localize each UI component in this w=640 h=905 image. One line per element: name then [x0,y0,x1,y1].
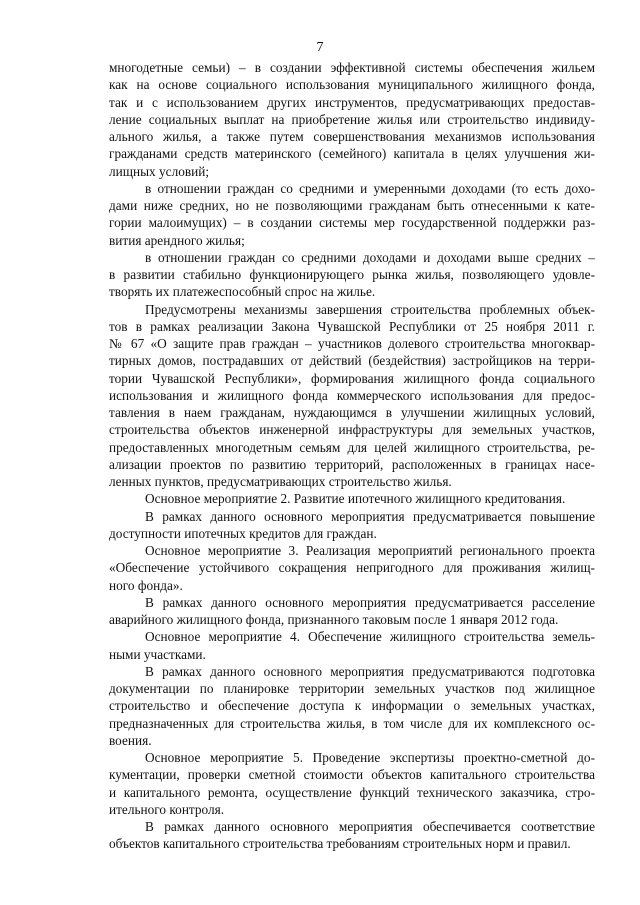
text-line: тавления в наем гражданам, нуждающимся в улучшении жилищных условий, [109,405,595,420]
text-line: использования и жилищного фонда коммерческого использования для предос- [109,387,595,403]
text-line: лищных условий; [109,163,210,179]
text-line: воения. [109,732,152,748]
text-line: доступности ипотечных кредитов для граждан. [109,525,377,541]
text-line: ительного контроля. [109,801,225,817]
text-line: творять их платежеспособный спрос на жилье. [109,284,376,300]
text-line: ализации проектов по развитию территорий, расположенных в границах насе- [109,456,595,472]
text-line: многодетные семьи) – в создании эффективной системы обеспечения жильем [109,60,595,75]
document-body [109,59,595,853]
text-line: В рамках данного основного мероприятия предусматривается повышение [145,508,595,524]
text-line: В рамках данного основного мероприятия предусматривается расселение [145,594,595,610]
text-line: ального жилья, а также путем совершенствования механизмов использования [109,129,595,144]
text-line: в развитии стабильно функционирующего рынка жилья, позволяющего удовле- [109,267,595,282]
text-line: гражданами средств материнского (семейного) капитала в целях улучшения жи- [109,146,595,162]
text-line: тов в рамках реализации Закона Чувашской Республики от 25 ноября 2011 г. [109,318,595,334]
text-line: строительства объектов инженерной инфраструктуры для земельных участков, [109,422,595,438]
text-line: вития арендного жилья; [109,232,245,248]
text-line: так и с использованием других инструментов, предусматривающих предостав- [109,94,595,110]
text-line: тирных домов, пострадавших от действий (бездействия) застройщиков на терри- [109,353,595,369]
text-line: документации по планировке территории земельных участков под жилищное [109,681,595,696]
text-line: Основное мероприятие 5. Проведение экспертизы проектно-сметной до- [145,750,595,765]
text-line: аварийного жилищного фонда, признанного таковым после 1 января 2012 года. [109,612,559,627]
page-number: 7 [316,40,324,55]
text-line: Основное мероприятие 3. Реализация мероприятий регионального проекта [145,543,595,558]
text-line: ными участками. [109,646,206,662]
text-line: в отношении граждан со средними доходами и доходами выше средних – [145,249,595,265]
text-line: кументации, проверки сметной стоимости объектов капитального строительства [109,767,595,783]
text-line: предназначенных для строительства жилья, в том числе для их комплексного ос- [109,715,595,731]
text-line: тории Чувашской Республики», формирования жилищного фонда социального [109,370,595,386]
text-line: Основное мероприятие 4. Обеспечение жилищного строительства земель- [145,629,595,645]
text-line: В рамках данного основного мероприятия предусматриваются подготовка [145,663,595,679]
text-line: в отношении граждан со средними и умеренными доходами (то есть дохо- [145,180,595,196]
text-line: Основное мероприятие 2. Развитие ипотечного жилищного кредитования. [145,491,566,507]
text-line: Предусмотрены механизмы завершения строительства проблемных объек- [145,301,595,317]
text-line: строительство и обеспечение доступа к информации о земельных участках, [109,698,595,714]
text-line: ленных пунктов, предусматривающих строительство жилья. [109,474,452,489]
text-line: и капитального ремонта, осуществление функций технического заказчика, стро- [109,784,595,800]
text-line: как на основе социального использования муниципального жилищного фонда, [109,77,595,93]
text-line: № 67 «О защите прав граждан – участников долевого строительства многоквар- [109,336,595,351]
text-line: В рамках данного основного мероприятия обеспечивается соответствие [145,819,595,834]
text-line: гории малоимущих) – в создании системы мер государственной поддержки раз- [109,215,595,231]
text-line: дами ниже средних, но не позволяющими гражданам быть отнесенными к кате- [109,198,595,213]
text-line: ного фонда». [109,577,183,593]
text-line: ление социальных выплат на приобретение жилья или строительство индивиду- [109,111,595,127]
text-line: объектов капитального строительства требованиям строительных норм и правил. [109,836,571,852]
text-line: «Обеспечение устойчивого сокращения непригодного для проживания жилищ- [109,560,595,576]
text-line: предоставленных многодетным семьям для целей жилищного строительства, ре- [109,439,595,455]
